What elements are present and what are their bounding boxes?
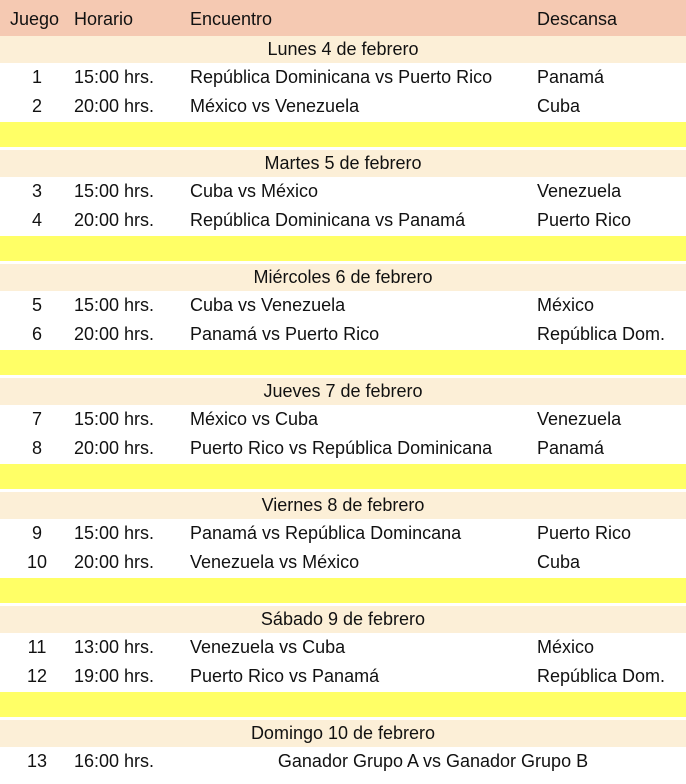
header-row bbox=[0, 0, 686, 36]
game-rest-team: Puerto Rico bbox=[537, 210, 632, 230]
spacer-row bbox=[0, 350, 686, 375]
game-time: 15:00 hrs. bbox=[74, 295, 155, 315]
spacer-row bbox=[0, 464, 686, 489]
game-time: 20:00 hrs. bbox=[74, 324, 155, 344]
game-number: 6 bbox=[31, 324, 42, 344]
game-row bbox=[0, 662, 686, 691]
game-number: 2 bbox=[31, 96, 42, 116]
game-rest-team: México bbox=[537, 637, 595, 657]
game-number: 8 bbox=[31, 438, 42, 458]
game-number: 9 bbox=[31, 523, 42, 543]
game-rest-team: Panamá bbox=[537, 67, 605, 87]
game-rest-team: República Dom. bbox=[537, 666, 666, 686]
game-number: 12 bbox=[26, 666, 48, 686]
day-header-row: Viernes 8 de febrero bbox=[0, 492, 686, 519]
game-time: 15:00 hrs. bbox=[74, 67, 155, 87]
game-row bbox=[0, 291, 686, 320]
game-match: Panamá vs Puerto Rico bbox=[190, 324, 380, 344]
game-match: México vs Cuba bbox=[190, 409, 319, 429]
game-number: 1 bbox=[31, 67, 42, 87]
game-row bbox=[0, 548, 686, 577]
game-row bbox=[0, 177, 686, 206]
game-time: 20:00 hrs. bbox=[74, 438, 155, 458]
header-juego: Juego bbox=[10, 9, 60, 29]
game-match: Venezuela vs Cuba bbox=[190, 637, 346, 657]
game-rest-team: Puerto Rico bbox=[537, 523, 632, 543]
game-row bbox=[0, 633, 686, 662]
game-number: 4 bbox=[31, 210, 42, 230]
game-match: República Dominicana vs Puerto Rico bbox=[190, 67, 493, 87]
game-row bbox=[0, 206, 686, 235]
day-header-row: Sábado 9 de febrero bbox=[0, 606, 686, 633]
game-time: 20:00 hrs. bbox=[74, 96, 155, 116]
game-match: México vs Venezuela bbox=[190, 96, 360, 116]
game-match: Ganador Grupo A vs Ganador Grupo B bbox=[277, 751, 589, 771]
game-match: República Dominicana vs Panamá bbox=[190, 210, 466, 230]
spacer-row bbox=[0, 122, 686, 147]
game-match: Panamá vs República Domincana bbox=[190, 523, 462, 543]
game-rest-team: Venezuela bbox=[537, 181, 622, 201]
game-rest-team: Cuba bbox=[537, 552, 581, 572]
game-number: 10 bbox=[26, 552, 48, 572]
game-number: 11 bbox=[27, 637, 47, 657]
game-row bbox=[0, 92, 686, 121]
game-row bbox=[0, 434, 686, 463]
game-number: 7 bbox=[31, 409, 42, 429]
game-time: 20:00 hrs. bbox=[74, 210, 155, 230]
game-time: 15:00 hrs. bbox=[74, 523, 155, 543]
game-row bbox=[0, 63, 686, 92]
game-number: 5 bbox=[31, 295, 42, 315]
game-rest-team: Venezuela bbox=[537, 409, 622, 429]
game-time: 15:00 hrs. bbox=[74, 409, 155, 429]
header-descansa: Descansa bbox=[537, 9, 618, 29]
game-match: Puerto Rico vs República Dominicana bbox=[190, 438, 493, 458]
game-number: 3 bbox=[31, 181, 42, 201]
game-row bbox=[0, 405, 686, 434]
spacer-row bbox=[0, 692, 686, 717]
day-header-row: Miércoles 6 de febrero bbox=[0, 264, 686, 291]
game-time: 13:00 hrs. bbox=[74, 637, 155, 657]
spacer-row bbox=[0, 236, 686, 261]
game-rest-team: México bbox=[537, 295, 595, 315]
game-row bbox=[0, 747, 686, 776]
game-match: Puerto Rico vs Panamá bbox=[190, 666, 380, 686]
game-time: 16:00 hrs. bbox=[74, 751, 155, 771]
game-time: 19:00 hrs. bbox=[74, 666, 155, 686]
game-rest-team: República Dom. bbox=[537, 324, 666, 344]
header-encuentro: Encuentro bbox=[190, 9, 273, 29]
spacer-row bbox=[0, 578, 686, 603]
day-header-row: Lunes 4 de febrero bbox=[0, 36, 686, 63]
day-header-row: Martes 5 de febrero bbox=[0, 150, 686, 177]
game-time: 15:00 hrs. bbox=[74, 181, 155, 201]
header-horario: Horario bbox=[74, 9, 134, 29]
day-header-row: Domingo 10 de febrero bbox=[0, 720, 686, 747]
game-rest-team: Panamá bbox=[537, 438, 605, 458]
game-match: Venezuela vs México bbox=[190, 552, 360, 572]
game-rest-team: Cuba bbox=[537, 96, 581, 116]
game-row bbox=[0, 519, 686, 548]
game-number: 13 bbox=[26, 751, 48, 771]
game-match: Cuba vs México bbox=[190, 181, 319, 201]
game-row bbox=[0, 320, 686, 349]
day-header-row: Jueves 7 de febrero bbox=[0, 378, 686, 405]
game-time: 20:00 hrs. bbox=[74, 552, 155, 572]
game-match: Cuba vs Venezuela bbox=[190, 295, 346, 315]
